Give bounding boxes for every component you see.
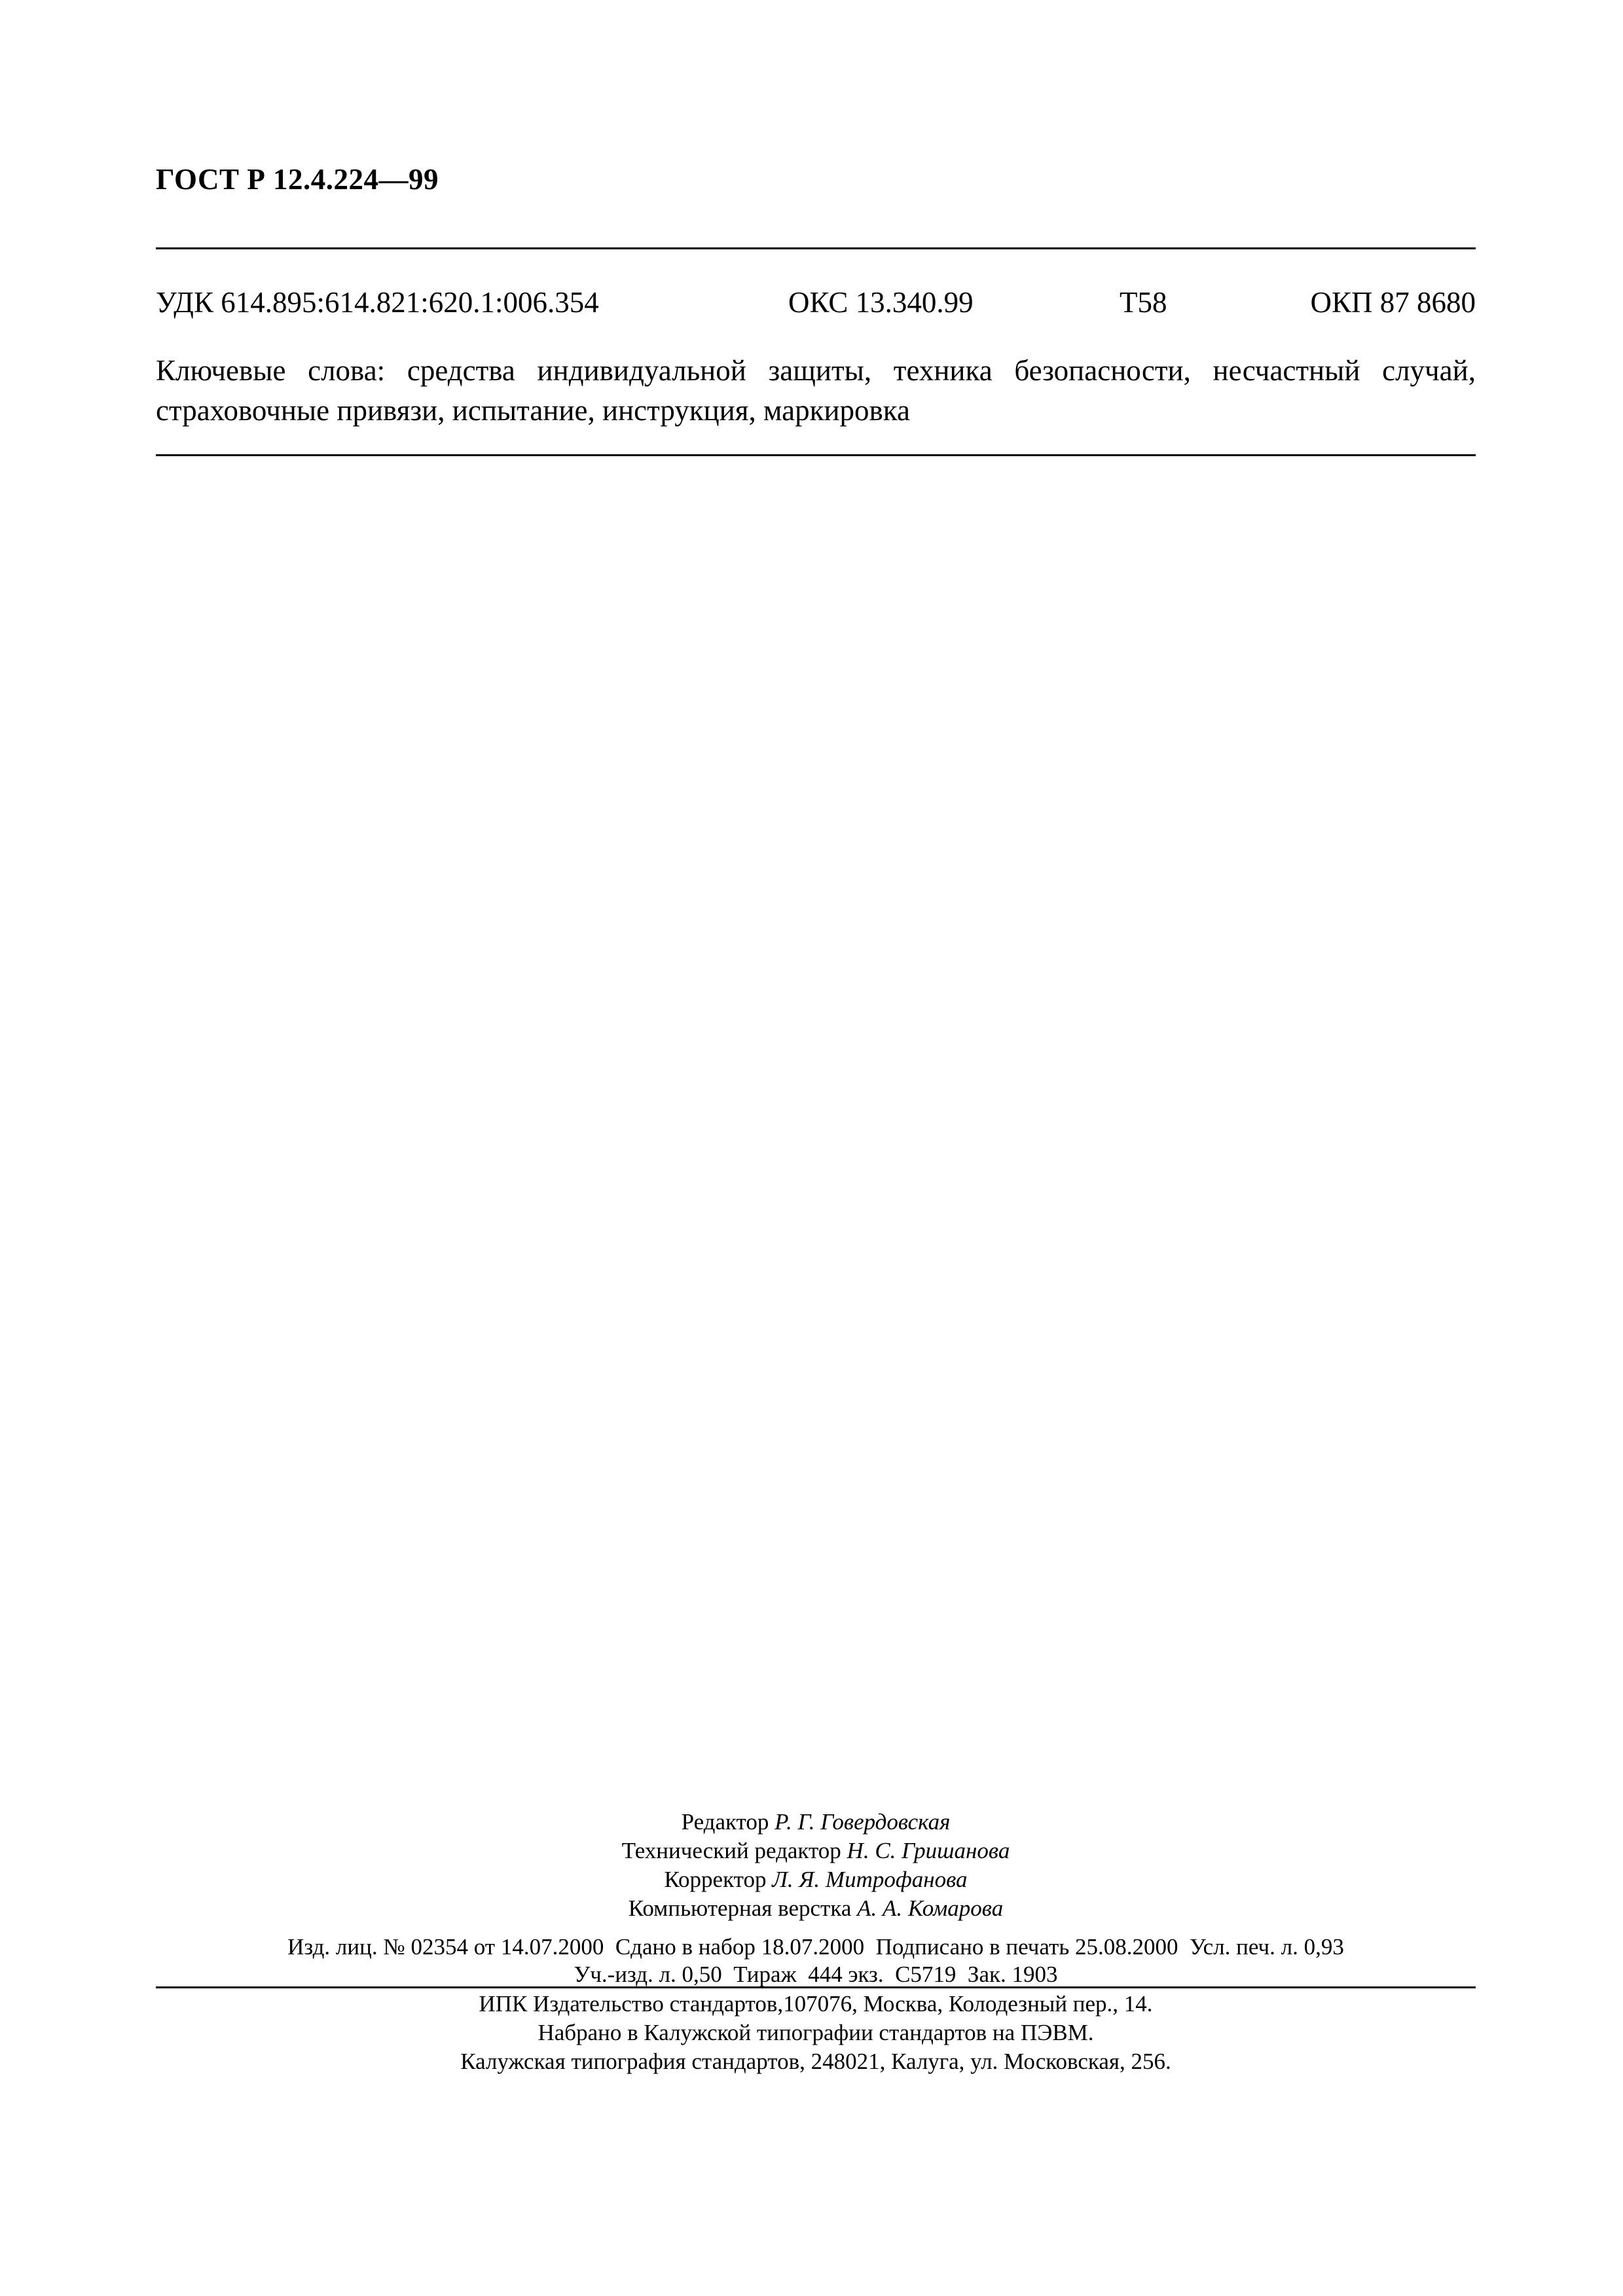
imprint-line-1: ИПК Издательство стандартов,107076, Москва, Колодезный пер., 14. <box>479 1991 1153 2017</box>
credit-role: Корректор <box>664 1867 767 1892</box>
credit-name: Р. Г. Говердовская <box>775 1809 951 1835</box>
edition-line-2: Уч.-изд. л. 0,50 Тираж 444 экз. С5719 Зак. 1903 <box>574 1962 1058 1987</box>
credit-role: Компьютерная верстка <box>628 1895 852 1921</box>
credit-name: Л. Я. Митрофанова <box>772 1867 968 1892</box>
edition-line-1: Изд. лиц. № 02354 от 14.07.2000 Сдано в набор 18.07.2000 Подписано в печать 25.08.2000 Усл. печ. л. 0,93 <box>287 1934 1344 1960</box>
edition-details <box>156 1933 1476 1988</box>
keywords-paragraph: Ключевые слова: средства индивидуальной защиты, техника безопасности, несчастный случай, страховочные привязи, испытание, инструкция, маркировка <box>156 354 1476 427</box>
credit-editor <box>156 1808 1476 1837</box>
imprint-block <box>156 1990 1476 2076</box>
credits-block <box>156 1808 1476 1923</box>
keywords-divider <box>156 454 1476 456</box>
okp-code: ОКП 87 8680 <box>1310 286 1476 319</box>
credit-technical-editor <box>156 1837 1476 1865</box>
credit-name: А. А. Комарова <box>857 1895 1004 1921</box>
credit-layout <box>156 1894 1476 1923</box>
group-code: Т58 <box>1120 286 1167 319</box>
imprint-line-2: Набрано в Калужской типографии стандартов на ПЭВМ. <box>538 2020 1094 2045</box>
credit-role: Редактор <box>681 1809 769 1835</box>
udk-code: УДК 614.895:614.821:620.1:006.354 <box>156 286 599 319</box>
credit-role: Технический редактор <box>621 1838 841 1863</box>
imprint-line-3: Калужская типография стандартов, 248021, Калуга, ул. Московская, 256. <box>460 2049 1171 2074</box>
credit-proofreader <box>156 1865 1476 1894</box>
document-code: ГОСТ Р 12.4.224—99 <box>156 163 439 196</box>
oks-code: ОКС 13.340.99 <box>788 286 974 319</box>
top-divider <box>156 247 1476 249</box>
credit-name: Н. С. Гришанова <box>847 1838 1010 1863</box>
classification-row <box>156 285 1476 325</box>
imprint-divider <box>156 1986 1476 1988</box>
